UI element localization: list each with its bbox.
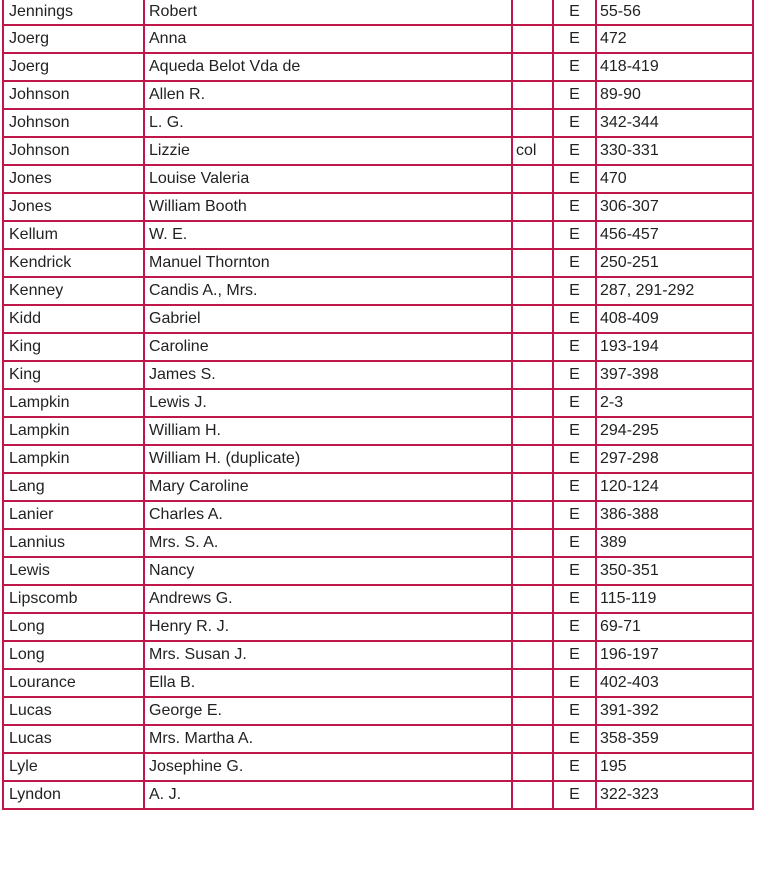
given-name-cell: George E. (144, 697, 512, 725)
note-cell (512, 221, 553, 249)
volume-cell: E (553, 417, 596, 445)
volume-cell: E (553, 697, 596, 725)
note-cell (512, 501, 553, 529)
last-name-cell: Lanier (3, 501, 144, 529)
table-row (3, 781, 753, 809)
volume-cell: E (553, 669, 596, 697)
volume-cell: E (553, 361, 596, 389)
pages-cell: 456-457 (596, 221, 753, 249)
pages-cell: 350-351 (596, 557, 753, 585)
volume-cell: E (553, 725, 596, 753)
last-name-cell: Lucas (3, 697, 144, 725)
pages-cell: 330-331 (596, 137, 753, 165)
pages-cell: 342-344 (596, 109, 753, 137)
last-name-cell: Lampkin (3, 417, 144, 445)
table-row (3, 277, 753, 305)
last-name-cell: Kendrick (3, 249, 144, 277)
pages-cell: 250-251 (596, 249, 753, 277)
given-name-cell: William Booth (144, 193, 512, 221)
given-name-cell: James S. (144, 361, 512, 389)
volume-cell: E (553, 81, 596, 109)
given-name-cell: Lewis J. (144, 389, 512, 417)
pages-cell: 115-119 (596, 585, 753, 613)
note-cell (512, 0, 553, 25)
note-cell (512, 109, 553, 137)
volume-cell: E (553, 585, 596, 613)
given-name-cell: Manuel Thornton (144, 249, 512, 277)
volume-cell: E (553, 277, 596, 305)
volume-cell: E (553, 305, 596, 333)
volume-cell: E (553, 0, 596, 25)
records-table (2, 0, 754, 810)
note-cell (512, 305, 553, 333)
volume-cell: E (553, 109, 596, 137)
pages-cell: 297-298 (596, 445, 753, 473)
given-name-cell: Allen R. (144, 81, 512, 109)
volume-cell: E (553, 333, 596, 361)
pages-cell: 322-323 (596, 781, 753, 809)
last-name-cell: Long (3, 641, 144, 669)
volume-cell: E (553, 781, 596, 809)
table-row (3, 585, 753, 613)
table-row (3, 389, 753, 417)
note-cell: col (512, 137, 553, 165)
table-row (3, 641, 753, 669)
pages-cell: 408-409 (596, 305, 753, 333)
volume-cell: E (553, 389, 596, 417)
pages-cell: 391-392 (596, 697, 753, 725)
last-name-cell: Jones (3, 193, 144, 221)
given-name-cell: William H. (144, 417, 512, 445)
volume-cell: E (553, 53, 596, 81)
given-name-cell: Mrs. S. A. (144, 529, 512, 557)
pages-cell: 418-419 (596, 53, 753, 81)
table-row (3, 249, 753, 277)
last-name-cell: Lannius (3, 529, 144, 557)
given-name-cell: Henry R. J. (144, 613, 512, 641)
table-row (3, 333, 753, 361)
given-name-cell: Andrews G. (144, 585, 512, 613)
table-row (3, 361, 753, 389)
pages-cell: 89-90 (596, 81, 753, 109)
table-row (3, 193, 753, 221)
pages-cell: 193-194 (596, 333, 753, 361)
given-name-cell: Charles A. (144, 501, 512, 529)
pages-cell: 386-388 (596, 501, 753, 529)
pages-cell: 306-307 (596, 193, 753, 221)
table-row (3, 501, 753, 529)
table-row (3, 165, 753, 193)
given-name-cell: Louise Valeria (144, 165, 512, 193)
pages-cell: 389 (596, 529, 753, 557)
pages-cell: 358-359 (596, 725, 753, 753)
volume-cell: E (553, 249, 596, 277)
given-name-cell: Mary Caroline (144, 473, 512, 501)
table-row (3, 137, 753, 165)
table-row (3, 697, 753, 725)
volume-cell: E (553, 137, 596, 165)
table-row (3, 557, 753, 585)
table-row (3, 53, 753, 81)
last-name-cell: Lampkin (3, 445, 144, 473)
table-row (3, 305, 753, 333)
table-row (3, 473, 753, 501)
last-name-cell: Kenney (3, 277, 144, 305)
last-name-cell: Joerg (3, 25, 144, 53)
table-row (3, 613, 753, 641)
last-name-cell: Lang (3, 473, 144, 501)
volume-cell: E (553, 557, 596, 585)
table-row (3, 753, 753, 781)
last-name-cell: Lampkin (3, 389, 144, 417)
last-name-cell: Kidd (3, 305, 144, 333)
note-cell (512, 613, 553, 641)
given-name-cell: Gabriel (144, 305, 512, 333)
table-row (3, 25, 753, 53)
last-name-cell: Lewis (3, 557, 144, 585)
last-name-cell: Jones (3, 165, 144, 193)
pages-cell: 195 (596, 753, 753, 781)
last-name-cell: Johnson (3, 137, 144, 165)
volume-cell: E (553, 221, 596, 249)
given-name-cell: Mrs. Susan J. (144, 641, 512, 669)
note-cell (512, 445, 553, 473)
last-name-cell: King (3, 361, 144, 389)
note-cell (512, 165, 553, 193)
volume-cell: E (553, 501, 596, 529)
last-name-cell: Lyndon (3, 781, 144, 809)
volume-cell: E (553, 641, 596, 669)
given-name-cell: A. J. (144, 781, 512, 809)
note-cell (512, 277, 553, 305)
note-cell (512, 641, 553, 669)
given-name-cell: Aqueda Belot Vda de (144, 53, 512, 81)
note-cell (512, 193, 553, 221)
last-name-cell: Lourance (3, 669, 144, 697)
table-row (3, 0, 753, 25)
last-name-cell: Jennings (3, 0, 144, 25)
note-cell (512, 753, 553, 781)
note-cell (512, 53, 553, 81)
table-row (3, 221, 753, 249)
pages-cell: 2-3 (596, 389, 753, 417)
given-name-cell: William H. (duplicate) (144, 445, 512, 473)
volume-cell: E (553, 529, 596, 557)
table-row (3, 725, 753, 753)
last-name-cell: Johnson (3, 109, 144, 137)
given-name-cell: Nancy (144, 557, 512, 585)
given-name-cell: Robert (144, 0, 512, 25)
volume-cell: E (553, 753, 596, 781)
pages-cell: 470 (596, 165, 753, 193)
given-name-cell: W. E. (144, 221, 512, 249)
pages-cell: 287, 291-292 (596, 277, 753, 305)
given-name-cell: Mrs. Martha A. (144, 725, 512, 753)
note-cell (512, 781, 553, 809)
given-name-cell: L. G. (144, 109, 512, 137)
table-row (3, 669, 753, 697)
last-name-cell: Long (3, 613, 144, 641)
volume-cell: E (553, 193, 596, 221)
table-row (3, 445, 753, 473)
note-cell (512, 585, 553, 613)
volume-cell: E (553, 165, 596, 193)
volume-cell: E (553, 25, 596, 53)
pages-cell: 402-403 (596, 669, 753, 697)
note-cell (512, 361, 553, 389)
note-cell (512, 417, 553, 445)
note-cell (512, 669, 553, 697)
note-cell (512, 697, 553, 725)
table-row (3, 417, 753, 445)
note-cell (512, 529, 553, 557)
note-cell (512, 473, 553, 501)
table-row (3, 529, 753, 557)
records-table-body (3, 0, 753, 809)
note-cell (512, 557, 553, 585)
last-name-cell: Joerg (3, 53, 144, 81)
pages-cell: 472 (596, 25, 753, 53)
volume-cell: E (553, 613, 596, 641)
volume-cell: E (553, 445, 596, 473)
pages-cell: 196-197 (596, 641, 753, 669)
pages-cell: 294-295 (596, 417, 753, 445)
given-name-cell: Anna (144, 25, 512, 53)
last-name-cell: Lyle (3, 753, 144, 781)
table-row (3, 81, 753, 109)
pages-cell: 397-398 (596, 361, 753, 389)
note-cell (512, 25, 553, 53)
volume-cell: E (553, 473, 596, 501)
last-name-cell: Lipscomb (3, 585, 144, 613)
last-name-cell: Johnson (3, 81, 144, 109)
given-name-cell: Ella B. (144, 669, 512, 697)
note-cell (512, 333, 553, 361)
pages-cell: 55-56 (596, 0, 753, 25)
given-name-cell: Caroline (144, 333, 512, 361)
last-name-cell: Lucas (3, 725, 144, 753)
given-name-cell: Candis A., Mrs. (144, 277, 512, 305)
note-cell (512, 725, 553, 753)
last-name-cell: Kellum (3, 221, 144, 249)
last-name-cell: King (3, 333, 144, 361)
given-name-cell: Lizzie (144, 137, 512, 165)
note-cell (512, 389, 553, 417)
pages-cell: 69-71 (596, 613, 753, 641)
pages-cell: 120-124 (596, 473, 753, 501)
given-name-cell: Josephine G. (144, 753, 512, 781)
table-row (3, 109, 753, 137)
note-cell (512, 249, 553, 277)
note-cell (512, 81, 553, 109)
